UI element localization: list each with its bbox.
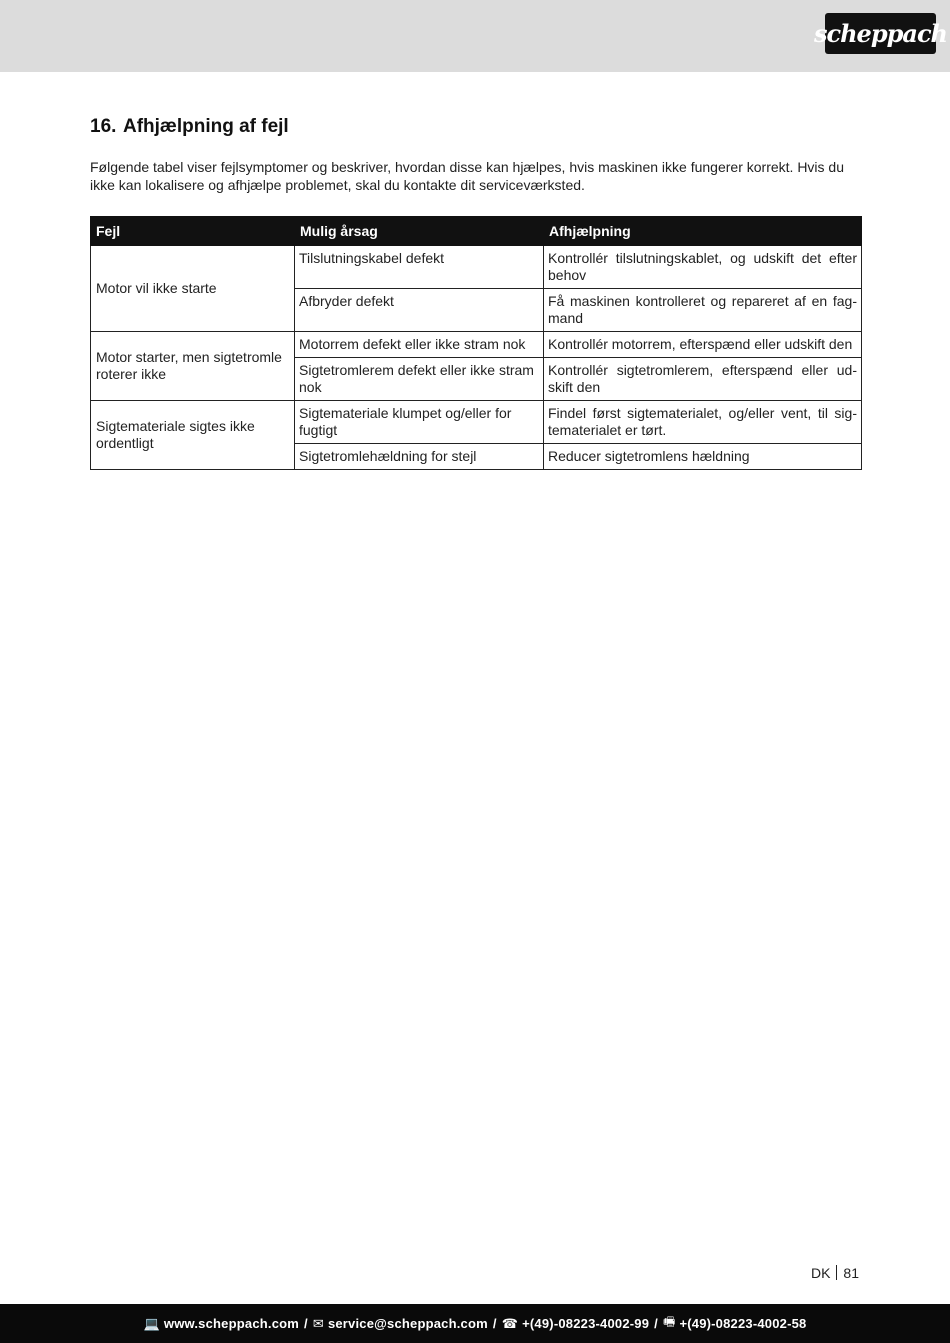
- footer-separator: /: [492, 1316, 497, 1331]
- cause-cell: Motorrem defekt eller ikke stram nok: [295, 332, 544, 358]
- section-number: 16.: [90, 116, 117, 137]
- remedy-cell: Få maskinen kontrolleret og repareret af en fag-mand: [544, 289, 862, 332]
- page-number: [811, 1265, 859, 1281]
- footer-separator: /: [304, 1316, 308, 1331]
- remedy-cell: Reducer sigtetromlens hældning: [544, 444, 862, 470]
- remedy-cell: Kontrollér sigtetromlerem, efterspænd eller ud-skift den: [544, 358, 862, 401]
- section-title-text: Afhjælpning af fejl: [123, 116, 289, 137]
- footer-fax: +(49)-08223-4002-58: [679, 1316, 807, 1331]
- cause-cell: Sigtetromlerem defekt eller ikke stram nok: [295, 358, 544, 401]
- remedy-cell: Findel først sigtematerialet, og/eller vent, til sig-tematerialet er tørt.: [544, 401, 862, 444]
- page-number-divider: [836, 1265, 837, 1280]
- table-row: [91, 332, 862, 358]
- fault-cell: Motor starter, men sigtetromle roterer ikke: [91, 332, 295, 401]
- table-header-row: [91, 217, 862, 246]
- cause-cell: Tilslutningskabel defekt: [295, 246, 544, 289]
- header-band: [0, 0, 950, 72]
- fault-cell: Motor vil ikke starte: [91, 246, 295, 332]
- remedy-cell: Kontrollér tilslutningskablet, og udskift det efter behov: [544, 246, 862, 289]
- header-remedy: Afhjælpning: [544, 217, 862, 246]
- footer-contact-bar: [0, 1304, 950, 1343]
- fax-icon: 🖷: [662, 1313, 676, 1329]
- scheppach-logo: scheppach: [825, 13, 936, 54]
- header-cause: Mulig årsag: [295, 217, 544, 246]
- page-language: DK: [810, 1265, 831, 1281]
- footer-email[interactable]: service@scheppach.com: [327, 1316, 488, 1331]
- section-title: [90, 116, 289, 138]
- cause-cell: Sigtetromlehældning for stejl: [295, 444, 544, 470]
- footer-website[interactable]: www.scheppach.com: [163, 1316, 300, 1331]
- computer-icon: 💻: [143, 1315, 160, 1331]
- table-row: [91, 401, 862, 444]
- intro-paragraph: Følgende tabel viser fejlsymptomer og beskriver, hvordan disse kan hjælpes, hvis maskinen ikke fungerer korrekt. Hvis du ikke kan lokalisere og afhjælpe problemet, skal du kontakte dit serviceværksted.: [90, 159, 844, 193]
- header-fault: Fejl: [91, 217, 295, 246]
- page-number-value: 81: [843, 1265, 859, 1281]
- phone-icon: ☎: [501, 1315, 519, 1331]
- troubleshooting-table: [90, 216, 862, 470]
- mail-icon: ✉: [312, 1315, 324, 1331]
- fault-cell: Sigtemateriale sigtes ikke ordentligt: [91, 401, 295, 470]
- footer-separator: /: [654, 1316, 658, 1331]
- footer-phone: +(49)-08223-4002-99: [522, 1316, 650, 1331]
- remedy-cell: Kontrollér motorrem, efterspænd eller udskift den: [544, 332, 862, 358]
- cause-cell: Sigtemateriale klumpet og/eller for fugtigt: [295, 401, 544, 444]
- cause-cell: Afbryder defekt: [295, 289, 544, 332]
- table-row: [91, 246, 862, 289]
